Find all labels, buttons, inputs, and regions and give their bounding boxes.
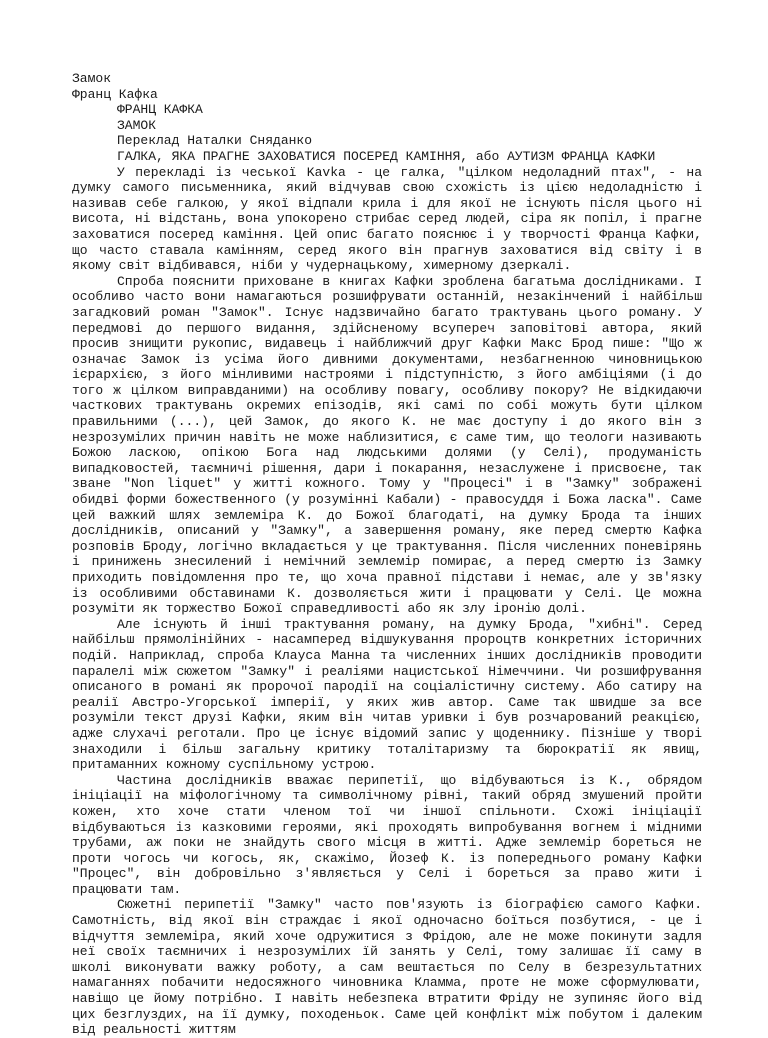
heading-author: ФРАНЦ КАФКА: [117, 102, 203, 118]
paragraph-5: Сюжетні перипетії "Замку" часто пов'язують із біографією самого Кафки. Самотність, від якої він страждає і якої одночасно боїться позбутися, - це і відчуття землеміра, який хоче одружитися з Фрідою, але не може покинути задля неї своїх таємничих і незрозумілих їй занять у Селі, тому залишає її саму в школі виконувати важку роботу, а сам вештається по Селу в безрезультатних намаганнях побачити недосяжного чиновника Кламма, проте не може сформулювати, навіщо це йому потрібно. І навіть небезпека втратити Фріду не зупиняє його від цих безглуздих, на її думку, походеньок. Саме цей конфлікт між побутом і далеким від реальності життям: [72, 897, 702, 1038]
document-header-author: Франц Кафка: [72, 86, 158, 102]
document-page: [72, 71, 702, 1038]
essay-title: ГАЛКА, ЯКА ПРАГНЕ ЗАХОВАТИСЯ ПОСЕРЕД КАМІННЯ, або АУТИЗМ ФРАНЦА КАФКИ: [117, 148, 656, 164]
paragraph-4: Частина дослідників вважає перипетії, що відбуваються із К., обрядом ініціації на міфологічному та символічному рівні, такий обряд змушений пройти кожен, хто хоче стати членом тої чи іншої спільноти. Схожі ініціації відбуваються із казковими героями, які проходять випробування вогнем і мідними трубами, аж поки не знайдуть свого місця в житті. Адже землемір бореться не проти чогось чи когось, як, скажімо, Йозеф К. із попереднього роману Кафки "Процес", він добровільно з'являється у Селі і бореться за право жити і працювати там.: [72, 772, 702, 897]
paragraph-1: У перекладі із чеської Kavka - це галка, "цілком недоладний птах", - на думку самого письменника, який відчував свою схожість із цією недоладністю і називав себе галкою, у якої відпали крила і для якої не існують після цього ні висота, ні відстань, вона упокорено стрибає серед людей, сіра як попіл, і прагне заховатися посеред каміння. Цей опис багато пояснює і у творчості Франца Кафки, що часто ставала камінням, серед якого він прагнув заховатися від світу і в якому світ відбивався, ніби у чудернацькому, химерному дзеркалі.: [72, 164, 702, 274]
heading-title: ЗАМОК: [117, 117, 157, 133]
translator-credit: Переклад Наталки Сняданко: [117, 133, 313, 149]
paragraph-3: Але існують й інші трактування роману, на думку Брода, "хибні". Серед найбільш прямолінійних - насамперед відшукування пророцтв конкретних історичних подій. Наприклад, спроба Клауса Манна та численних інших дослідників проводити паралелі між сюжетом "Замку" і реаліями нацистської Німеччини. Чи розшифрування описаного в романі як пророчої пародії на соціалістичну систему. Або сатиру на реалії Австро-Угорської імперії, у яких жив автор. Саме так швидше за все розуміли текст друзі Кафки, яким він читав уривки і був розчарований реакцією, адже слухачі реготали. Про це існує відомий запис у щоденнику. Пізніше у творі знаходили і більш загальну критику тоталітаризму та бюрократії як явищ, притаманних кожному суспільному устрою.: [72, 616, 702, 773]
paragraph-2: Спроба пояснити приховане в книгах Кафки зроблена багатьма дослідниками. І особливо часто вони намагаються розшифрувати останній, незакінчений і найбільш загадковий роман "Замок". Існує надзвичайно багато трактувань цього роману. У передмові до першого видання, здійсненому всупереч заповітові автора, який просив знищити рукопис, видавець і найближчий друг Кафки Макс Брод пише: "Що ж означає Замок із усіма його дивними документами, незбагненною чиновницькою ієрархією, з його мінливими настроями і підступністю, з його амбіціями (і до того ж цілком виправданими) на особливу повагу, особливу покору? Не відкидаючи часткових трактувань окремих епізодів, які самі по собі можуть бути цілком правильними (...), цей Замок, до якого К. не має доступу і до якого він з незрозумілих причин навіть не може наблизитися, є саме тим, що теологи називають Божою ласкою, опікою Бога над людськими долями (у Селі), продуманість випадковостей, таємничі рішення, дари і покарання, незаслужене і присвоєне, так зване "Non liquet" у житті кожного. Тому у "Процесі" і в "Замку" зображені обидві форми божественного (у розумінні Кабали) - правосуддя і Божа ласка". Саме цей важкий шлях землеміра К. до Божої благодаті, на думку Брода та інших дослідників, описаний у "Замку", а завершення роману, яке перед смертю Кафка розповів Броду, логічно вкладається у це трактування. Після численних поневірянь і принижень знесилений і немічний землемір помирає, а перед смертю із Замку приходить повідомлення про те, що хоча правної підстави і немає, але у зв'язку із особливими обставинами К. дозволяється жити і працювати у Селі. Це можна розуміти як торжество Божої справедливості або як злу іронію долі.: [72, 273, 702, 617]
document-header-title: Замок: [72, 71, 112, 86]
